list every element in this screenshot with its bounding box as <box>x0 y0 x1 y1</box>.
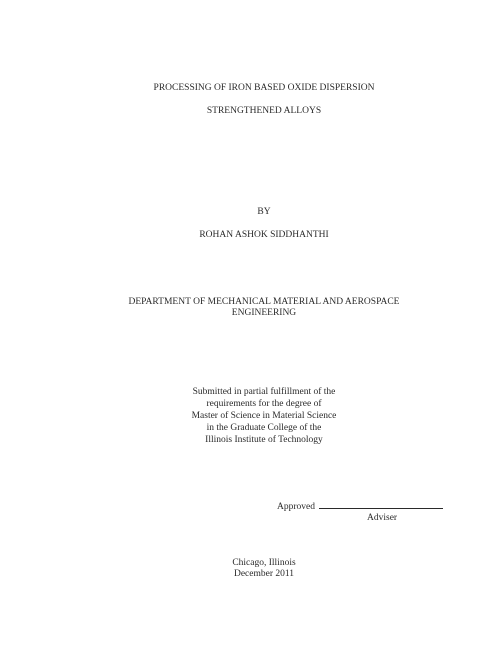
submission-line: requirements for the degree of <box>206 399 322 409</box>
submission-line: Master of Science in Material Science <box>191 411 337 421</box>
submission-line: Submitted in partial fulfillment of the <box>192 387 336 397</box>
approved-label: Approved <box>277 502 315 512</box>
department-line-2: ENGINEERING <box>231 308 297 318</box>
location: Chicago, Illinois <box>232 558 296 568</box>
department-line-1: DEPARTMENT OF MECHANICAL MATERIAL AND AEROSPACE <box>128 297 400 307</box>
author-name: ROHAN ASHOK SIDDHANTHI <box>199 230 329 240</box>
submission-line: in the Graduate College of the <box>206 423 322 433</box>
approval-row <box>277 499 443 513</box>
byline: BY <box>257 207 271 217</box>
submission-statement <box>0 386 500 446</box>
submission-date: December 2011 <box>233 569 295 579</box>
submission-line: Illinois Institute of Technology <box>205 435 323 445</box>
thesis-title-line-1: PROCESSING OF IRON BASED OXIDE DISPERSION <box>153 83 375 93</box>
signature-line <box>319 499 443 509</box>
thesis-title-line-2: STRENGTHENED ALLOYS <box>206 106 322 116</box>
adviser-label: Adviser <box>367 513 398 523</box>
